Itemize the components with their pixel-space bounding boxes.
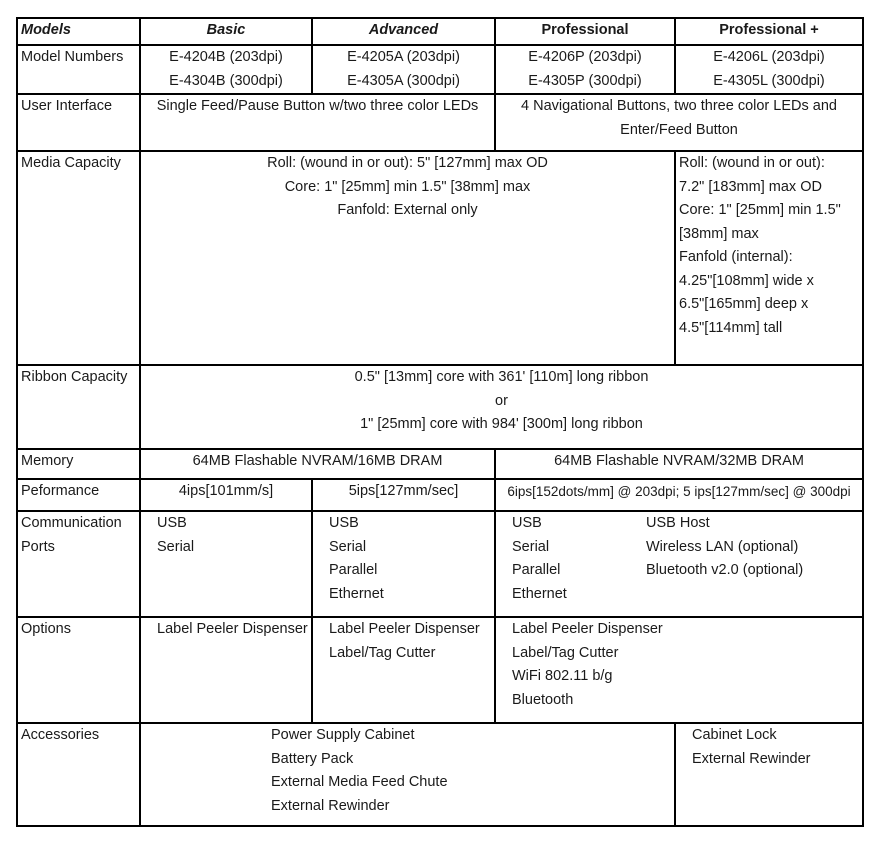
port-item: USB: [329, 515, 359, 531]
media-line: 4.5"[114mm] tall: [679, 319, 783, 336]
cell-model-advanced: [312, 45, 495, 94]
cell-memory-professional: 64MB Flashable NVRAM/32MB DRAM: [495, 449, 863, 479]
cell-media-standard: [140, 151, 675, 365]
header-professional-plus: Professional +: [675, 18, 863, 45]
label-media-capacity: Media Capacity: [17, 151, 140, 365]
model-number: E-4206P (203dpi): [528, 49, 642, 65]
header-basic: Basic: [140, 18, 312, 45]
cell-performance-professional: 6ips[152dots/mm] @ 203dpi; 5 ips[127mm/sec] @ 300dpi: [495, 479, 863, 511]
cell-performance-basic: 4ips[101mm/s]: [140, 479, 312, 511]
media-line: 6.5"[165mm] deep x: [679, 296, 809, 312]
cell-memory-basic-advanced: 64MB Flashable NVRAM/16MB DRAM: [140, 449, 495, 479]
row-accessories: [17, 723, 863, 826]
media-line: Core: 1" [25mm] min 1.5" [38mm] max: [284, 178, 531, 195]
cell-ui-professional: [495, 94, 863, 151]
header-row: [17, 18, 863, 45]
ports-professional-columns: [512, 512, 859, 606]
row-performance: [17, 479, 863, 511]
model-number: E-4204B (203dpi): [169, 49, 283, 65]
port-item: Parallel: [329, 562, 378, 578]
header-advanced: Advanced: [312, 18, 495, 45]
row-options: [17, 617, 863, 723]
cell-ports-professional: [495, 511, 863, 617]
row-memory: [17, 449, 863, 479]
label-performance: Peformance: [17, 479, 140, 511]
label-memory: Memory: [17, 449, 140, 479]
cell-options-advanced: [312, 617, 495, 723]
model-number: E-4305P (300dpi): [528, 72, 642, 89]
row-ribbon-capacity: [17, 365, 863, 449]
model-number: E-4205A (203dpi): [347, 49, 460, 65]
port-item: Parallel: [512, 562, 561, 578]
port-item: USB: [512, 515, 542, 531]
port-item: Serial: [512, 538, 550, 555]
accessory-item: External Media Feed Chute: [271, 774, 448, 790]
media-line: 7.2" [183mm] max OD: [679, 178, 822, 195]
label-user-interface: User Interface: [17, 94, 140, 151]
row-user-interface: [17, 94, 863, 151]
media-line: Fanfold (internal):: [679, 249, 793, 265]
media-line: [38mm] max: [679, 225, 759, 242]
model-number: E-4206L (203dpi): [713, 49, 825, 65]
accessory-item: External Rewinder: [271, 797, 390, 814]
ui-line: 4 Navigational Buttons, two three color LEDs and: [521, 98, 837, 114]
ribbon-line: 0.5" [13mm] core with 361' [110m] long ribbon: [354, 369, 649, 385]
port-item: USB: [157, 515, 187, 531]
cell-options-basic: [140, 617, 312, 723]
port-item: Serial: [329, 538, 367, 555]
option-item: WiFi 802.11 b/g: [512, 668, 613, 684]
cell-model-basic: [140, 45, 312, 94]
ribbon-line: 1" [25mm] core with 984' [300m] long ribbon: [360, 416, 643, 432]
model-number: E-4305L (300dpi): [713, 72, 825, 89]
media-line: Core: 1" [25mm] min 1.5": [679, 202, 841, 218]
row-model-numbers: [17, 45, 863, 94]
ribbon-line: or: [495, 392, 508, 409]
header-models: Models: [17, 18, 140, 45]
label-communication-ports: [17, 511, 140, 617]
option-item: Label/Tag Cutter: [329, 644, 436, 661]
cell-accessories-standard: [140, 723, 675, 826]
spec-table: [16, 17, 864, 827]
port-item: Serial: [157, 538, 195, 555]
cell-media-professional-plus: [675, 151, 863, 365]
media-line: 4.25"[108mm] wide x: [679, 272, 814, 289]
accessory-item: Battery Pack: [271, 750, 354, 767]
header-professional: Professional: [495, 18, 675, 45]
cell-options-professional: [495, 617, 863, 723]
port-item: USB Host: [646, 515, 710, 531]
accessory-item: External Rewinder: [692, 750, 811, 767]
label-options: Options: [17, 617, 140, 723]
port-item: Bluetooth v2.0 (optional): [646, 562, 804, 578]
media-line: Fanfold: External only: [337, 202, 478, 218]
cell-accessories-professional-plus: [675, 723, 863, 826]
model-number: E-4304B (300dpi): [169, 72, 283, 89]
cell-model-professional: [495, 45, 675, 94]
cell-ports-basic: [140, 511, 312, 617]
label-line: Ports: [21, 538, 55, 555]
cell-ribbon-all: [140, 365, 863, 449]
cell-performance-advanced: 5ips[127mm/sec]: [312, 479, 495, 511]
ports-professional-base: [512, 512, 646, 606]
cell-ui-basic-advanced: Single Feed/Pause Button w/two three color LEDs: [140, 94, 495, 151]
accessory-item: Power Supply Cabinet: [271, 727, 415, 743]
label-accessories: Accessories: [17, 723, 140, 826]
label-line: Communication: [21, 515, 122, 531]
row-communication-ports: [17, 511, 863, 617]
media-line: Roll: (wound in or out):: [679, 155, 825, 171]
port-item: Ethernet: [512, 585, 567, 602]
media-line: Roll: (wound in or out): 5" [127mm] max OD: [267, 155, 548, 171]
ports-professional-extra: [646, 512, 859, 606]
model-number: E-4305A (300dpi): [347, 72, 460, 89]
ui-line: Enter/Feed Button: [620, 121, 738, 138]
option-item: Label Peeler Dispenser: [157, 621, 308, 637]
port-item: Wireless LAN (optional): [646, 538, 799, 555]
cell-ports-advanced: [312, 511, 495, 617]
option-item: Label/Tag Cutter: [512, 644, 619, 661]
cell-model-professional-plus: [675, 45, 863, 94]
label-model-numbers: Model Numbers: [17, 45, 140, 94]
port-item: Ethernet: [329, 585, 384, 602]
label-ribbon-capacity: Ribbon Capacity: [17, 365, 140, 449]
option-item: Label Peeler Dispenser: [512, 621, 663, 637]
row-media-capacity: [17, 151, 863, 365]
option-item: Label Peeler Dispenser: [329, 621, 480, 637]
option-item: Bluetooth: [512, 691, 574, 708]
accessory-item: Cabinet Lock: [692, 727, 777, 743]
